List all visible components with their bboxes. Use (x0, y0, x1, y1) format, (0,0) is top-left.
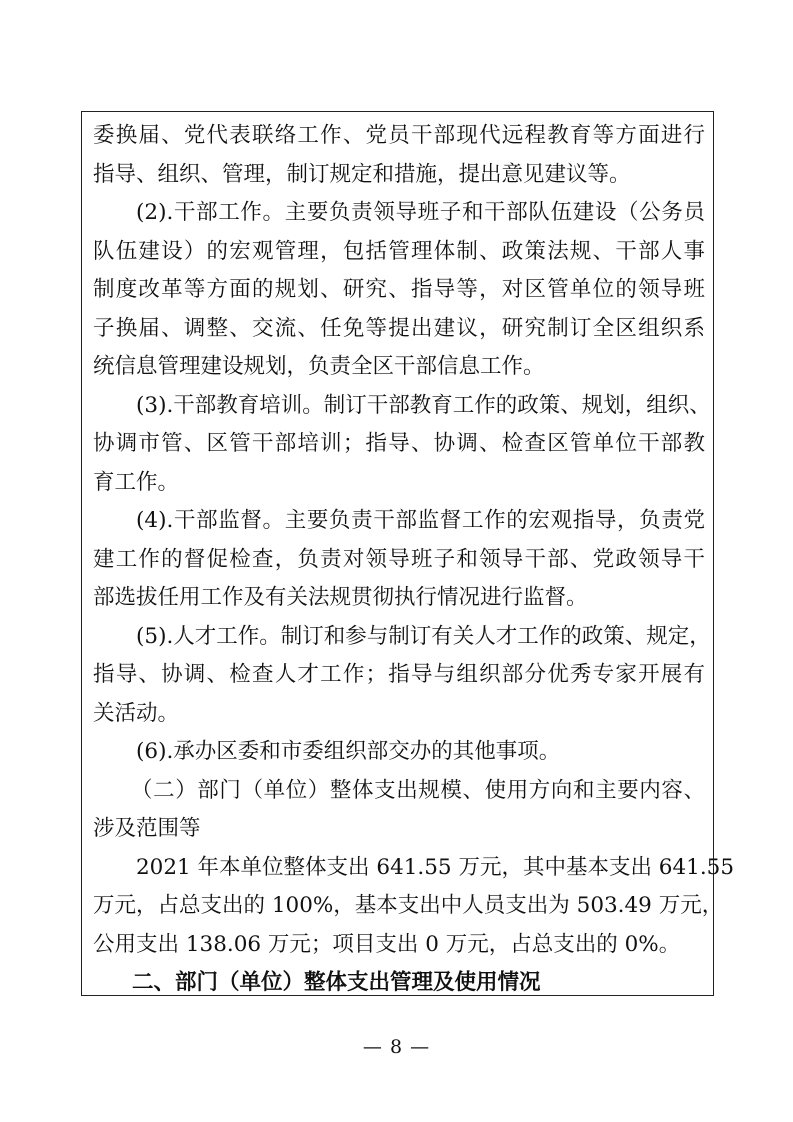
text-line: 万元，占总支出的 100%，基本支出中人员支出为 503.49 万元， (93, 893, 724, 918)
text-line: 指导、协调、检查人才工作；指导与组织部分优秀专家开展有 (93, 662, 705, 687)
document-body (93, 117, 735, 1003)
text-line: (6).承办区委和市委组织部交办的其他事项。 (136, 739, 561, 764)
text-line: 指导、组织、管理，制订规定和措施，提出意见建议等。 (93, 161, 631, 187)
text-line: 协调市管、区管干部培训；指导、协调、检查区管单位干部教 (93, 431, 705, 456)
text-line: 2021 年本单位整体支出 641.55 万元，其中基本支出 641.55 (136, 854, 735, 880)
section-heading: 二、部门（单位）整体支出管理及使用情况 (132, 970, 541, 995)
text-line: 子换届、调整、交流、任免等提出建议，研究制订全区组织系 (93, 315, 705, 341)
text-line: 委换届、党代表联络工作、党员干部现代远程教育等方面进行 (93, 123, 705, 148)
subsection-title: （二）部门（单位）整体支出规模、使用方向和主要内容、 (131, 777, 705, 803)
text-line: (3).干部教育培训。制订干部教育工作的政策、规划，组织、 (136, 392, 711, 418)
page-number: — 8 — (362, 1036, 431, 1058)
text-line: 队伍建设）的宏观管理，包括管理体制、政策法规、干部人事 (93, 238, 705, 264)
text-line: 制度改革等方面的规划、研究、指导等，对区管单位的领导班 (93, 277, 705, 302)
text-line: (2).干部工作。主要负责领导班子和干部队伍建设（公务员 (136, 200, 705, 225)
text-line: 部选拔任用工作及有关法规贯彻执行情况进行监督。 (93, 585, 588, 610)
text-line: 育工作。 (93, 469, 180, 495)
text-line: 建工作的督促检查，负责对领导班子和领导干部、党政领导干 (93, 546, 705, 572)
text-line: 公用支出 138.06 万元；项目支出 0 万元，占总支出的 0%。 (93, 931, 681, 957)
subsection-title: 涉及范围等 (93, 816, 201, 841)
text-line: 关活动。 (93, 700, 180, 726)
text-line: (4).干部监督。主要负责干部监督工作的宏观指导，负责党 (136, 508, 705, 533)
text-line: (5).人才工作。制订和参与制订有关人才工作的政策、规定， (136, 623, 711, 649)
text-line: 统信息管理建设规划，负责全区干部信息工作。 (93, 354, 545, 379)
